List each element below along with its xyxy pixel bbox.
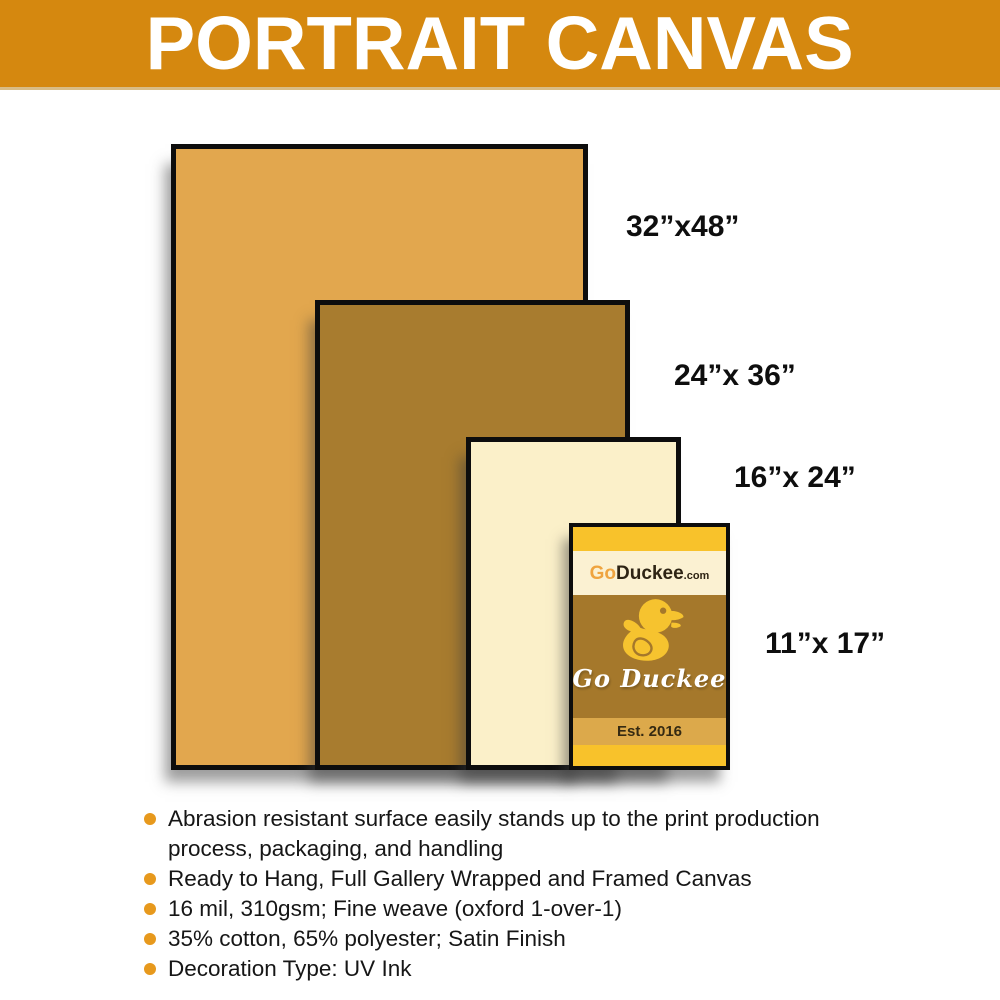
size-label-16x24: 16”x 24” xyxy=(734,461,856,494)
page-title: PORTRAIT CANVAS xyxy=(145,1,855,85)
brand-logo-duckee: Duckee xyxy=(616,562,684,584)
feature-item xyxy=(144,954,866,984)
card-top-yellow-band xyxy=(573,527,726,551)
size-label-32x48: 32”x48” xyxy=(626,210,740,243)
brand-logo-go: Go xyxy=(589,562,617,584)
feature-text: 16 mil, 310gsm; Fine weave (oxford 1-over-1) xyxy=(168,896,622,921)
rubber-duck-icon xyxy=(610,596,690,666)
bullet-icon xyxy=(144,813,156,825)
brand-logo-domain: .com xyxy=(683,569,710,582)
feature-item xyxy=(144,864,866,894)
card-established-band xyxy=(573,718,726,745)
feature-item xyxy=(144,804,866,864)
brand-logo xyxy=(590,564,710,583)
card-bottom-yellow-band xyxy=(573,745,726,766)
canvas-rect-11x17-brand-card xyxy=(569,523,730,770)
size-label-11x17: 11”x 17” xyxy=(765,627,886,660)
bullet-icon xyxy=(144,873,156,885)
feature-text: Decoration Type: UV Ink xyxy=(168,956,412,981)
features-list xyxy=(144,804,866,984)
bullet-icon xyxy=(144,963,156,975)
bullet-icon xyxy=(144,933,156,945)
feature-text: Ready to Hang, Full Gallery Wrapped and Framed Canvas xyxy=(168,866,752,891)
feature-item xyxy=(144,924,866,954)
feature-text: 35% cotton, 65% polyester; Satin Finish xyxy=(168,926,566,951)
bullet-icon xyxy=(144,903,156,915)
size-label-24x36: 24”x 36” xyxy=(674,359,796,392)
feature-text: Abrasion resistant surface easily stands up to the print production process, packaging, and handling xyxy=(168,806,820,861)
brand-script-title: Go Duckee xyxy=(572,664,727,693)
card-logo-band xyxy=(573,551,726,595)
header-banner xyxy=(0,0,1000,90)
established-label: Est. 2016 xyxy=(616,723,683,740)
feature-item xyxy=(144,894,866,924)
card-duck-band xyxy=(573,595,726,718)
